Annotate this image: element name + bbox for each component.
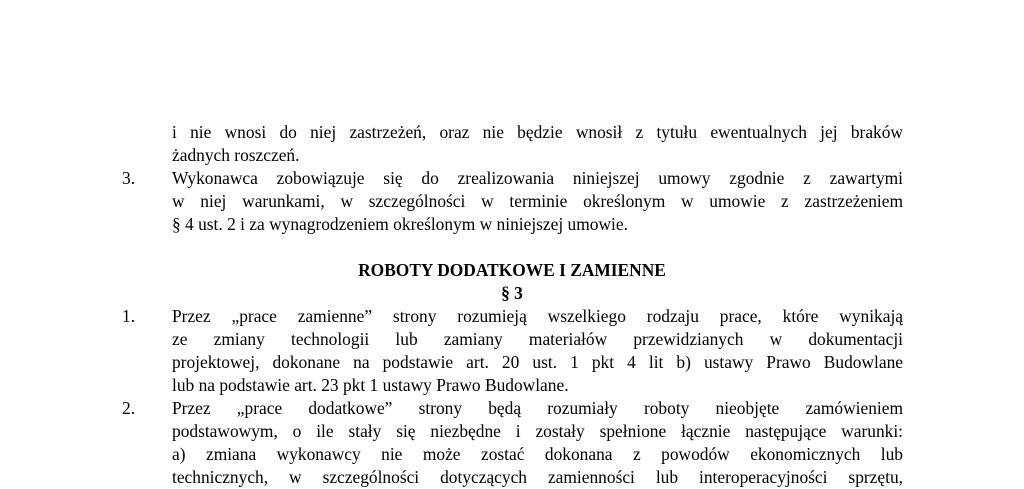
text-line: Przez „prace dodatkowe” strony będą rozumiały roboty nieobjęte zamówieniem <box>172 398 903 418</box>
paragraph-number: § 3 <box>501 283 523 303</box>
text-line: żadnych roszczeń. <box>172 145 300 165</box>
text-line: projektowej, dokonane na podstawie art. 20 ust. 1 pkt 4 lit b) ustawy Prawo Budowlane <box>172 352 903 372</box>
list-item-number: 3. <box>122 168 136 188</box>
section-title: ROBOTY DODATKOWE I ZAMIENNE <box>358 260 666 280</box>
text-line: technicznych, w szczególności dotyczących zamienności lub interoperacyjności sprzętu, <box>172 467 903 487</box>
text-line: w niej warunkami, w szczególności w terminie określonym w umowie z zastrzeżeniem <box>172 191 903 211</box>
text-line: i nie wnosi do niej zastrzeżeń, oraz nie będzie wnosił z tytułu ewentualnych jej braków <box>172 122 903 142</box>
list-item-number: 1. <box>122 306 136 326</box>
text-line: lub na podstawie art. 23 pkt 1 ustawy Prawo Budowlane. <box>172 375 569 395</box>
list-item-number: 2. <box>122 398 136 418</box>
text-line: ze zmiany technologii lub zamiany materiałów przewidzianych w dokumentacji <box>172 329 903 349</box>
text-line: Wykonawca zobowiązuje się do zrealizowania niniejszej umowy zgodnie z zawartymi <box>172 168 903 188</box>
text-line: a) zmiana wykonawcy nie może zostać dokonana z powodów ekonomicznych lub <box>172 444 903 464</box>
text-line: podstawowym, o ile stały się niezbędne i zostały spełnione łącznie następujące warunki: <box>172 421 903 441</box>
text-line: Przez „prace zamienne” strony rozumieją wszelkiego rodzaju prace, które wynikają <box>172 306 903 326</box>
text-line: § 4 ust. 2 i za wynagrodzeniem określonym w niniejszej umowie. <box>172 214 628 234</box>
